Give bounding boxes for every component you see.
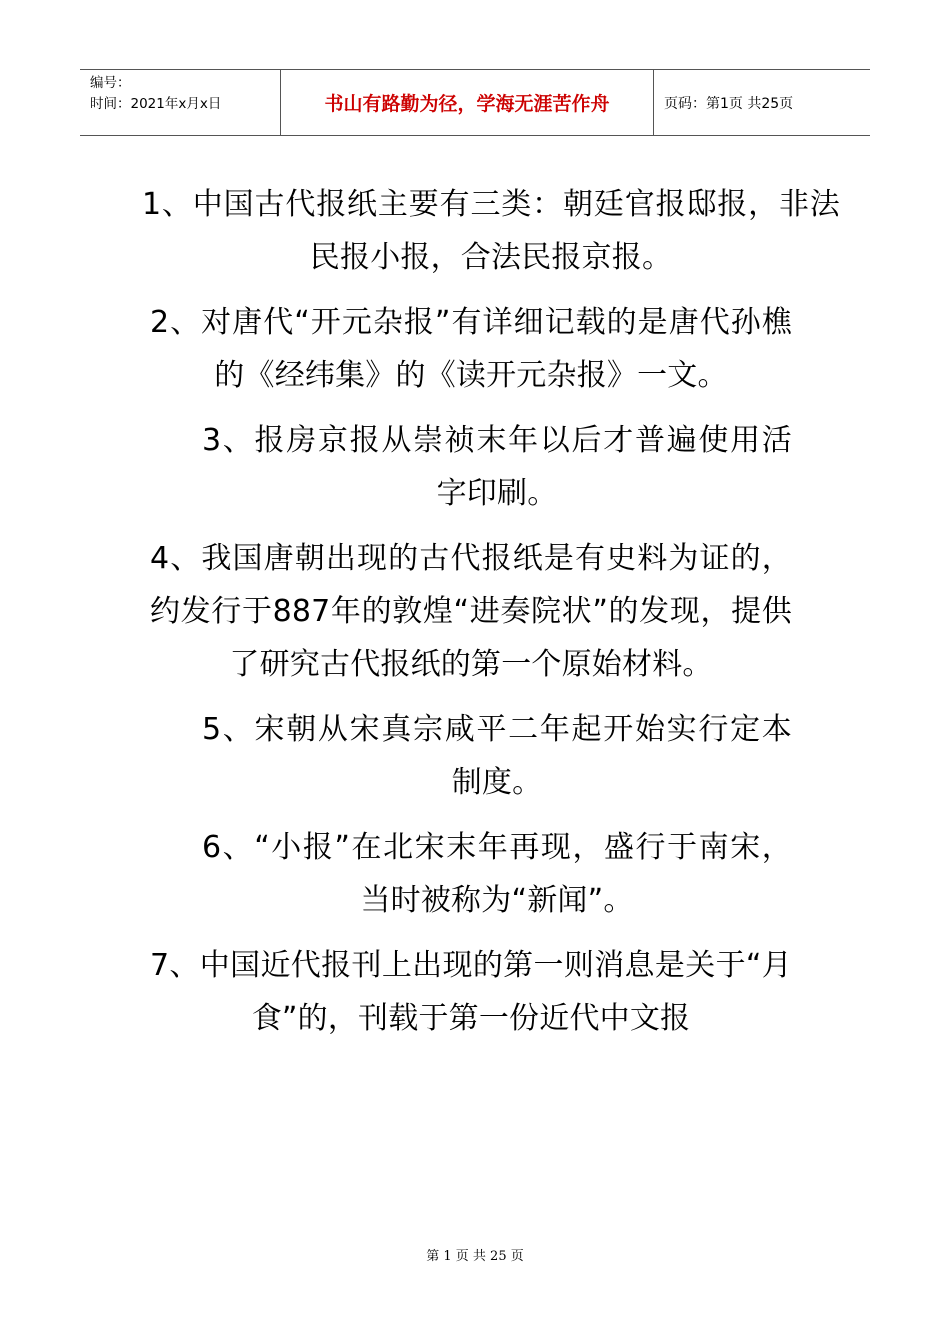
header-page-label: 页码：第1页 共25页 — [664, 95, 794, 112]
date-label: 时间：2021年x月x日 — [90, 96, 222, 112]
document-body — [142, 178, 840, 1057]
list-item: 2、对唐代“开元杂报”有详细记载的是唐代孙樵的《经纬集》的《读开元杂报》一文。 — [150, 305, 792, 393]
list-item: 1、中国古代报纸主要有三类：朝廷官报邸报，非法民报小报，合法民报京报。 — [142, 187, 840, 275]
header-meta-cell — [80, 70, 281, 135]
list-item: 6、“小报”在北宋末年再现，盛行于南宋，当时被称为“新闻”。 — [202, 830, 792, 918]
list-item: 7、中国近代报刊上出现的第一则消息是关于“月食”的，刊载于第一份近代中文报 — [150, 948, 792, 1036]
list-item: 3、报房京报从崇祯末年以后才普遍使用活字印刷。 — [202, 423, 792, 511]
list-item: 4、我国唐朝出现的古代报纸是有史料为证的，约发行于887年的敦煌“进奏院状”的发现，提供了研究古代报纸的第一个原始材料。 — [150, 541, 792, 682]
page-footer: 第 1 页 共 25 页 — [426, 1249, 524, 1264]
page-header — [80, 69, 870, 136]
list-item: 5、宋朝从宋真宗咸平二年起开始实行定本制度。 — [202, 712, 792, 800]
header-motto: 书山有路勤为径，学海无涯苦作舟 — [281, 70, 654, 135]
number-label: 编号： — [90, 75, 131, 91]
